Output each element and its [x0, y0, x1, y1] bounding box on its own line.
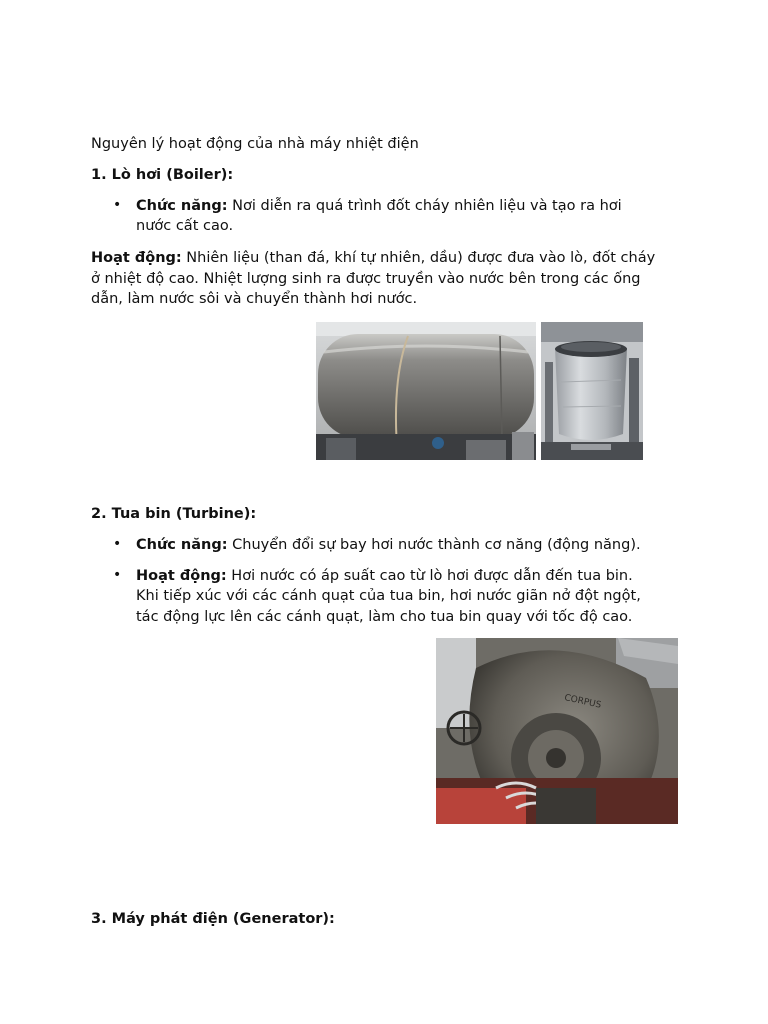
turbine-function-text1: Chuyển đổi sự bay hơi nước thành cơ năng (động năng). — [227, 537, 641, 553]
boiler-tank-photo — [316, 322, 536, 460]
boiler-activity-text1: Nhiên liệu (than đá, khí tự nhiên, dầu) được đưa vào lò, đốt cháy — [181, 250, 656, 266]
bullet-marker: • — [113, 197, 122, 213]
page-title: Nguyên lý hoạt động của nhà máy nhiệt điện — [91, 136, 419, 152]
boiler-function-label: Chức năng: — [136, 198, 228, 214]
corpus-label: CORPUS — [563, 693, 602, 711]
turbine-activity-line3: tác động lực lên các cánh quạt, làm cho tua bin quay với tốc độ cao. — [136, 609, 633, 625]
turbine-function-line1 — [136, 535, 641, 556]
boiler-activity-line3: dẫn, làm nước sôi và chuyển thành hơi nước. — [91, 291, 418, 307]
turbine-photo — [436, 638, 678, 824]
section-heading-boiler: 1. Lò hơi (Boiler): — [91, 167, 234, 183]
turbine-activity-label: Hoạt động: — [136, 568, 227, 584]
turbine-function-label: Chức năng: — [136, 537, 228, 553]
section-heading-generator: 3. Máy phát điện (Generator): — [91, 911, 335, 927]
boiler-activity-line2: ở nhiệt độ cao. Nhiệt lượng sinh ra được truyền vào nước bên trong các ống — [91, 271, 641, 287]
bullet-marker: • — [113, 567, 122, 583]
boiler-function-text1: Nơi diễn ra quá trình đốt cháy nhiên liệu và tạo ra hơi — [227, 198, 622, 214]
boiler-activity-label: Hoạt động: — [91, 250, 182, 266]
turbine-activity-line1 — [136, 566, 633, 587]
section-heading-turbine: 2. Tua bin (Turbine): — [91, 506, 257, 522]
bullet-marker: • — [113, 536, 122, 552]
boiler-function-line1 — [136, 196, 622, 217]
turbine-activity-line2: Khi tiếp xúc với các cánh quạt của tua bin, hơi nước giãn nở đột ngột, — [136, 588, 641, 604]
boiler-function-line2: nước cất cao. — [136, 218, 234, 234]
boiler-activity-line1 — [91, 248, 655, 269]
turbine-activity-text1: Hơi nước có áp suất cao từ lò hơi được dẫn đến tua bin. — [226, 568, 633, 584]
insulated-drum-photo — [541, 322, 643, 460]
